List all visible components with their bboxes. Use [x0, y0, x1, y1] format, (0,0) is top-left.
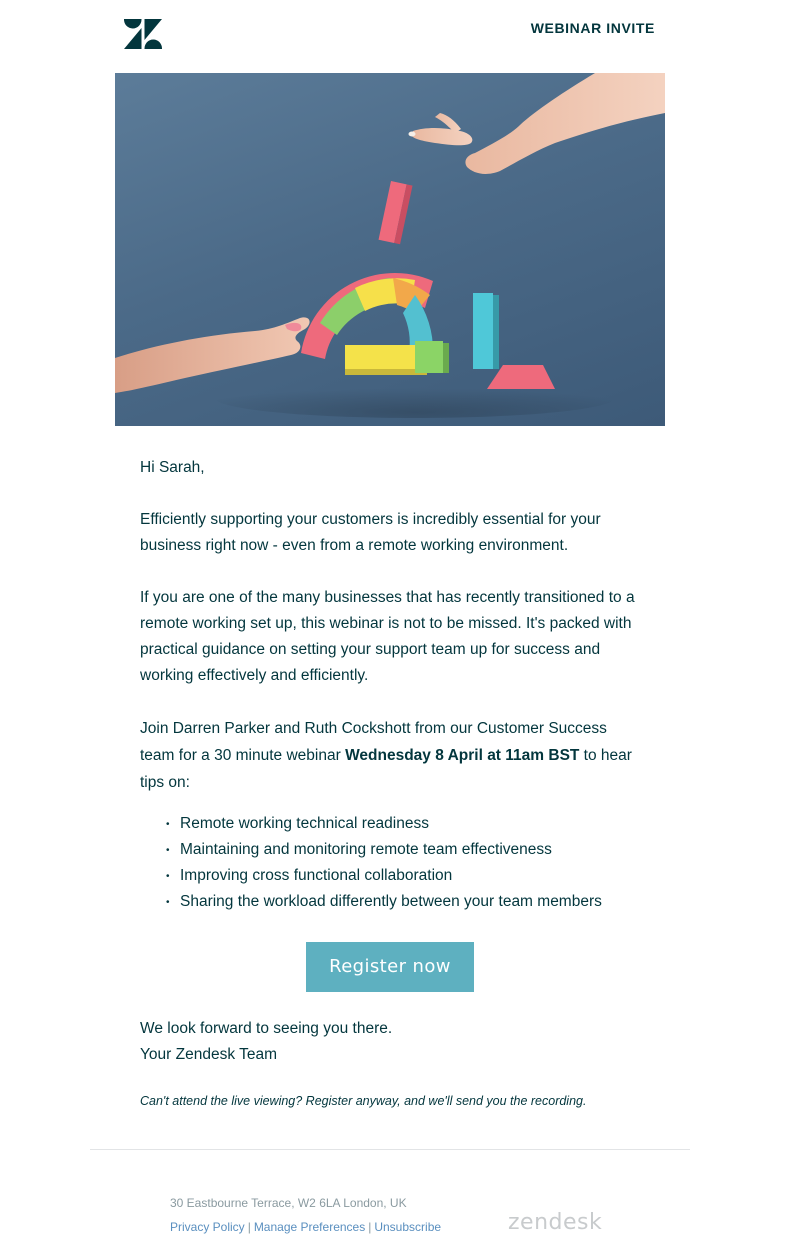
closing-line: We look forward to seeing you there. — [140, 1020, 393, 1037]
hero-photo-hands-rainbow-blocks — [115, 73, 665, 426]
recording-note: Can't attend the live viewing? Register anyway, and we'll send you the recording. — [140, 1094, 587, 1108]
signature: Your Zendesk Team — [140, 1046, 278, 1063]
webinar-details-text-end: to hear tips on: — [140, 747, 632, 791]
webinar-invite-label: WEBINAR INVITE — [530, 20, 655, 36]
hero-image[interactable] — [115, 73, 665, 426]
webinar-date: Wednesday 8 April at 11am BST — [345, 747, 580, 764]
link-separator: | — [368, 1220, 372, 1234]
footer-links — [170, 1220, 441, 1234]
intro-paragraph: Efficiently supporting your customers is incredibly essential for your business right now - even from a remote working environment. — [140, 511, 601, 554]
list-item: • Sharing the workload differently between your team members — [180, 889, 660, 915]
list-item: • Remote working technical readiness — [180, 811, 660, 837]
manage-preferences-link[interactable]: Manage Preferences — [253, 1220, 366, 1234]
zendesk-wordmark-text: zendesk — [508, 1210, 603, 1234]
footer-divider — [90, 1149, 690, 1150]
list-item: • Improving cross functional collaboration — [180, 863, 660, 889]
unsubscribe-link[interactable]: Unsubscribe — [374, 1220, 442, 1234]
zendesk-z-icon[interactable] — [124, 19, 162, 49]
context-paragraph: If you are one of the many businesses that has recently transitioned to a remote working set up, this webinar is not to be missed. It's packed with practical guidance on setting your support team up for success and working effectively and efficiently. — [140, 589, 635, 684]
register-now-button[interactable]: Register now — [306, 942, 474, 992]
privacy-policy-link[interactable]: Privacy Policy — [170, 1220, 245, 1234]
footer-address: 30 Eastbourne Terrace, W2 6LA London, UK — [170, 1196, 407, 1210]
greeting: Hi Sarah, — [140, 459, 205, 476]
link-separator: | — [247, 1220, 251, 1234]
zendesk-wordmark-logo — [508, 1208, 616, 1234]
webinar-details-paragraph — [140, 715, 640, 796]
tips-list — [180, 811, 660, 915]
webinar-details-text-start: Join Darren Parker and Ruth Cockshott from our Customer Success team for a 30 minute webinar — [140, 720, 607, 764]
email-header — [0, 0, 800, 73]
list-item: • Maintaining and monitoring remote team effectiveness — [180, 837, 660, 863]
